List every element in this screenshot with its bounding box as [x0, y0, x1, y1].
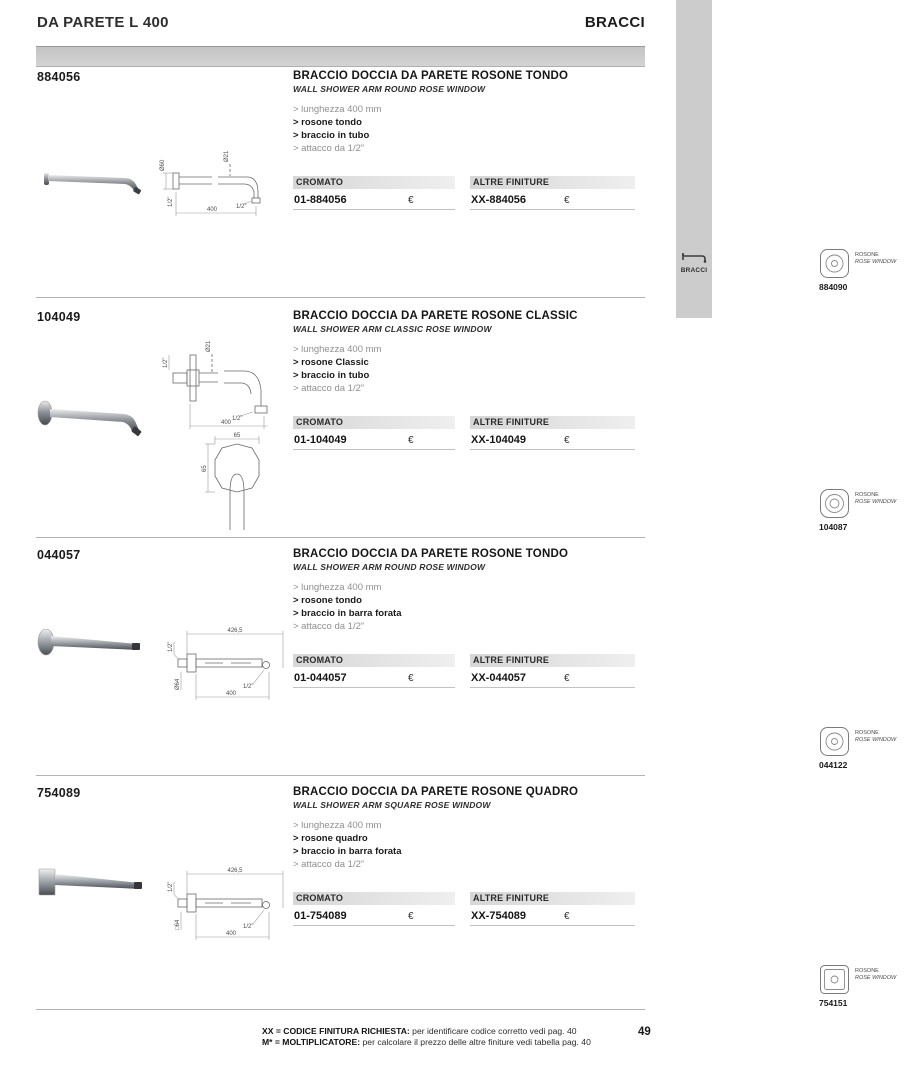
- dim-label: 1/2”: [232, 416, 243, 422]
- accessory-label: ROSONE ROSE WINDOW: [855, 252, 897, 265]
- rose-window-icon: [819, 488, 850, 519]
- product-photo-shower-arm: [36, 618, 150, 670]
- product-code: 884056: [37, 70, 81, 84]
- feature-list: [293, 103, 645, 155]
- product-code: 044057: [37, 548, 81, 562]
- dim-label: 1/2”: [168, 881, 174, 892]
- dim-label: 1/2”: [168, 196, 174, 207]
- product-subtitle: WALL SHOWER ARM SQUARE ROSE WINDOW: [293, 800, 491, 810]
- dim-label: 400: [206, 207, 218, 213]
- footer-line-2: M* = MOLTIPLICATORE: per calcolare il prezzo delle altre finiture vedi tabella pag. 40: [262, 1037, 591, 1047]
- feature-item: > lunghezza 400 mm: [293, 582, 382, 593]
- price-header-cromato: CROMATO: [293, 892, 455, 905]
- feature-item: > braccio in barra forata: [293, 846, 402, 857]
- product-subtitle: WALL SHOWER ARM ROUND ROSE WINDOW: [293, 562, 486, 572]
- price-header-cromato: CROMATO: [293, 176, 455, 189]
- accessory-code: 754151: [819, 998, 848, 1008]
- price-row: [470, 905, 635, 926]
- header-divider-bar: [36, 46, 645, 67]
- rose-window-icon: [819, 964, 850, 995]
- dim-label: 65: [202, 465, 208, 472]
- price-header-altre-finiture: ALTRE FINITURE: [470, 416, 635, 429]
- currency-symbol: €: [564, 673, 570, 684]
- price-header-altre-finiture: ALTRE FINITURE: [470, 176, 635, 189]
- product-title: BRACCIO DOCCIA DA PARETE ROSONE CLASSIC: [293, 310, 578, 322]
- price-code: 01-754089: [294, 910, 347, 922]
- feature-item: > rosone tondo: [293, 595, 362, 606]
- dim-label: 1/2”: [243, 924, 254, 930]
- feature-item: > rosone Classic: [293, 357, 369, 368]
- product-title: BRACCIO DOCCIA DA PARETE ROSONE TONDO: [293, 548, 569, 560]
- accessory-label: ROSONE ROSE WINDOW: [855, 492, 897, 505]
- dim-label: 1/2”: [168, 641, 174, 652]
- price-row: [293, 667, 455, 688]
- accessory-code: 044122: [819, 760, 848, 770]
- product-subtitle: WALL SHOWER ARM ROUND ROSE WINDOW: [293, 84, 486, 94]
- technical-drawing: [165, 864, 293, 948]
- product-code: 754089: [37, 786, 81, 800]
- footer-line-1: XX = CODICE FINITURA RICHIESTA: per identificare codice corretto vedi pag. 40: [262, 1026, 577, 1036]
- price-row: [293, 429, 455, 450]
- dim-label: 1/2”: [236, 204, 247, 210]
- product-section: [36, 70, 897, 298]
- product-code: 104049: [37, 310, 81, 324]
- dim-label: Ø64: [175, 678, 181, 690]
- product-photo-shower-arm: [36, 858, 150, 912]
- page-number: 49: [638, 1026, 651, 1038]
- price-header-altre-finiture: ALTRE FINITURE: [470, 892, 635, 905]
- rose-window-icon: [819, 248, 850, 279]
- rose-window-icon: [819, 726, 850, 757]
- feature-item: > braccio in tubo: [293, 370, 370, 381]
- product-section: [36, 786, 897, 1010]
- side-tab-label: BRACCI: [680, 267, 708, 274]
- currency-symbol: €: [408, 435, 414, 446]
- product-title: BRACCIO DOCCIA DA PARETE ROSONE QUADRO: [293, 786, 579, 798]
- feature-item: > lunghezza 400 mm: [293, 820, 382, 831]
- currency-symbol: €: [408, 911, 414, 922]
- currency-symbol: €: [408, 673, 414, 684]
- accessory-label: ROSONE ROSE WINDOW: [855, 730, 897, 743]
- footer-legend: [262, 1026, 591, 1048]
- price-code: XX-044057: [471, 672, 527, 684]
- feature-item: > rosone quadro: [293, 833, 368, 844]
- price-header-cromato: CROMATO: [293, 416, 455, 429]
- product-subtitle: WALL SHOWER ARM CLASSIC ROSE WINDOW: [293, 324, 492, 334]
- feature-list: [293, 819, 645, 871]
- price-code: 01-884056: [294, 194, 347, 206]
- price-row: [470, 667, 635, 688]
- feature-item: > lunghezza 400 mm: [293, 344, 382, 355]
- price-row: [470, 429, 635, 450]
- price-header-cromato: CROMATO: [293, 654, 455, 667]
- feature-item: > attacco da 1/2”: [293, 859, 365, 870]
- feature-list: [293, 343, 645, 395]
- dim-label: 65: [233, 433, 241, 439]
- price-row: [470, 189, 635, 210]
- dim-label: Ø21: [224, 150, 230, 162]
- product-section: [36, 548, 897, 776]
- feature-item: > rosone tondo: [293, 117, 362, 128]
- price-row: [293, 189, 455, 210]
- feature-item: > attacco da 1/2”: [293, 621, 365, 632]
- price-code: 01-104049: [294, 434, 347, 446]
- dim-label: Ø60: [160, 159, 166, 171]
- product-photo-shower-arm: [36, 388, 148, 442]
- side-tab-bracci: [676, 0, 712, 318]
- price-code: XX-884056: [471, 194, 527, 206]
- dim-label: 400: [225, 931, 237, 937]
- currency-symbol: €: [408, 195, 414, 206]
- feature-item: > attacco da 1/2”: [293, 383, 365, 394]
- dim-label: 1/2”: [243, 684, 254, 690]
- dim-label: 1/2”: [163, 357, 169, 368]
- feature-list: [293, 581, 645, 633]
- accessory-code: 104087: [819, 522, 848, 532]
- feature-item: > attacco da 1/2”: [293, 143, 365, 154]
- feature-item: > braccio in tubo: [293, 130, 370, 141]
- price-code: 01-044057: [294, 672, 347, 684]
- technical-drawing: [160, 152, 280, 222]
- dim-label: 426,5: [227, 628, 243, 634]
- dim-label: 426,5: [227, 868, 243, 874]
- product-photo-shower-arm: [40, 156, 146, 206]
- dim-label: □64: [175, 919, 181, 930]
- feature-item: > lunghezza 400 mm: [293, 104, 382, 115]
- currency-symbol: €: [564, 435, 570, 446]
- product-title: BRACCIO DOCCIA DA PARETE ROSONE TONDO: [293, 70, 569, 82]
- page-title: DA PARETE L 400: [37, 14, 169, 31]
- price-code: XX-754089: [471, 910, 527, 922]
- feature-item: > braccio in barra forata: [293, 608, 402, 619]
- accessory-code: 884090: [819, 282, 848, 292]
- price-code: XX-104049: [471, 434, 527, 446]
- currency-symbol: €: [564, 195, 570, 206]
- dim-label: 400: [225, 691, 237, 697]
- technical-drawing: [165, 624, 293, 708]
- shower-arm-icon: [680, 251, 708, 265]
- dim-label: 400: [220, 420, 232, 426]
- product-section: [36, 310, 897, 538]
- price-header-altre-finiture: ALTRE FINITURE: [470, 654, 635, 667]
- currency-symbol: €: [564, 911, 570, 922]
- dim-label: Ø21: [206, 340, 212, 352]
- price-row: [293, 905, 455, 926]
- accessory-label: ROSONE ROSE WINDOW: [855, 968, 897, 981]
- technical-drawing: [160, 342, 295, 534]
- category-title: BRACCI: [584, 14, 645, 31]
